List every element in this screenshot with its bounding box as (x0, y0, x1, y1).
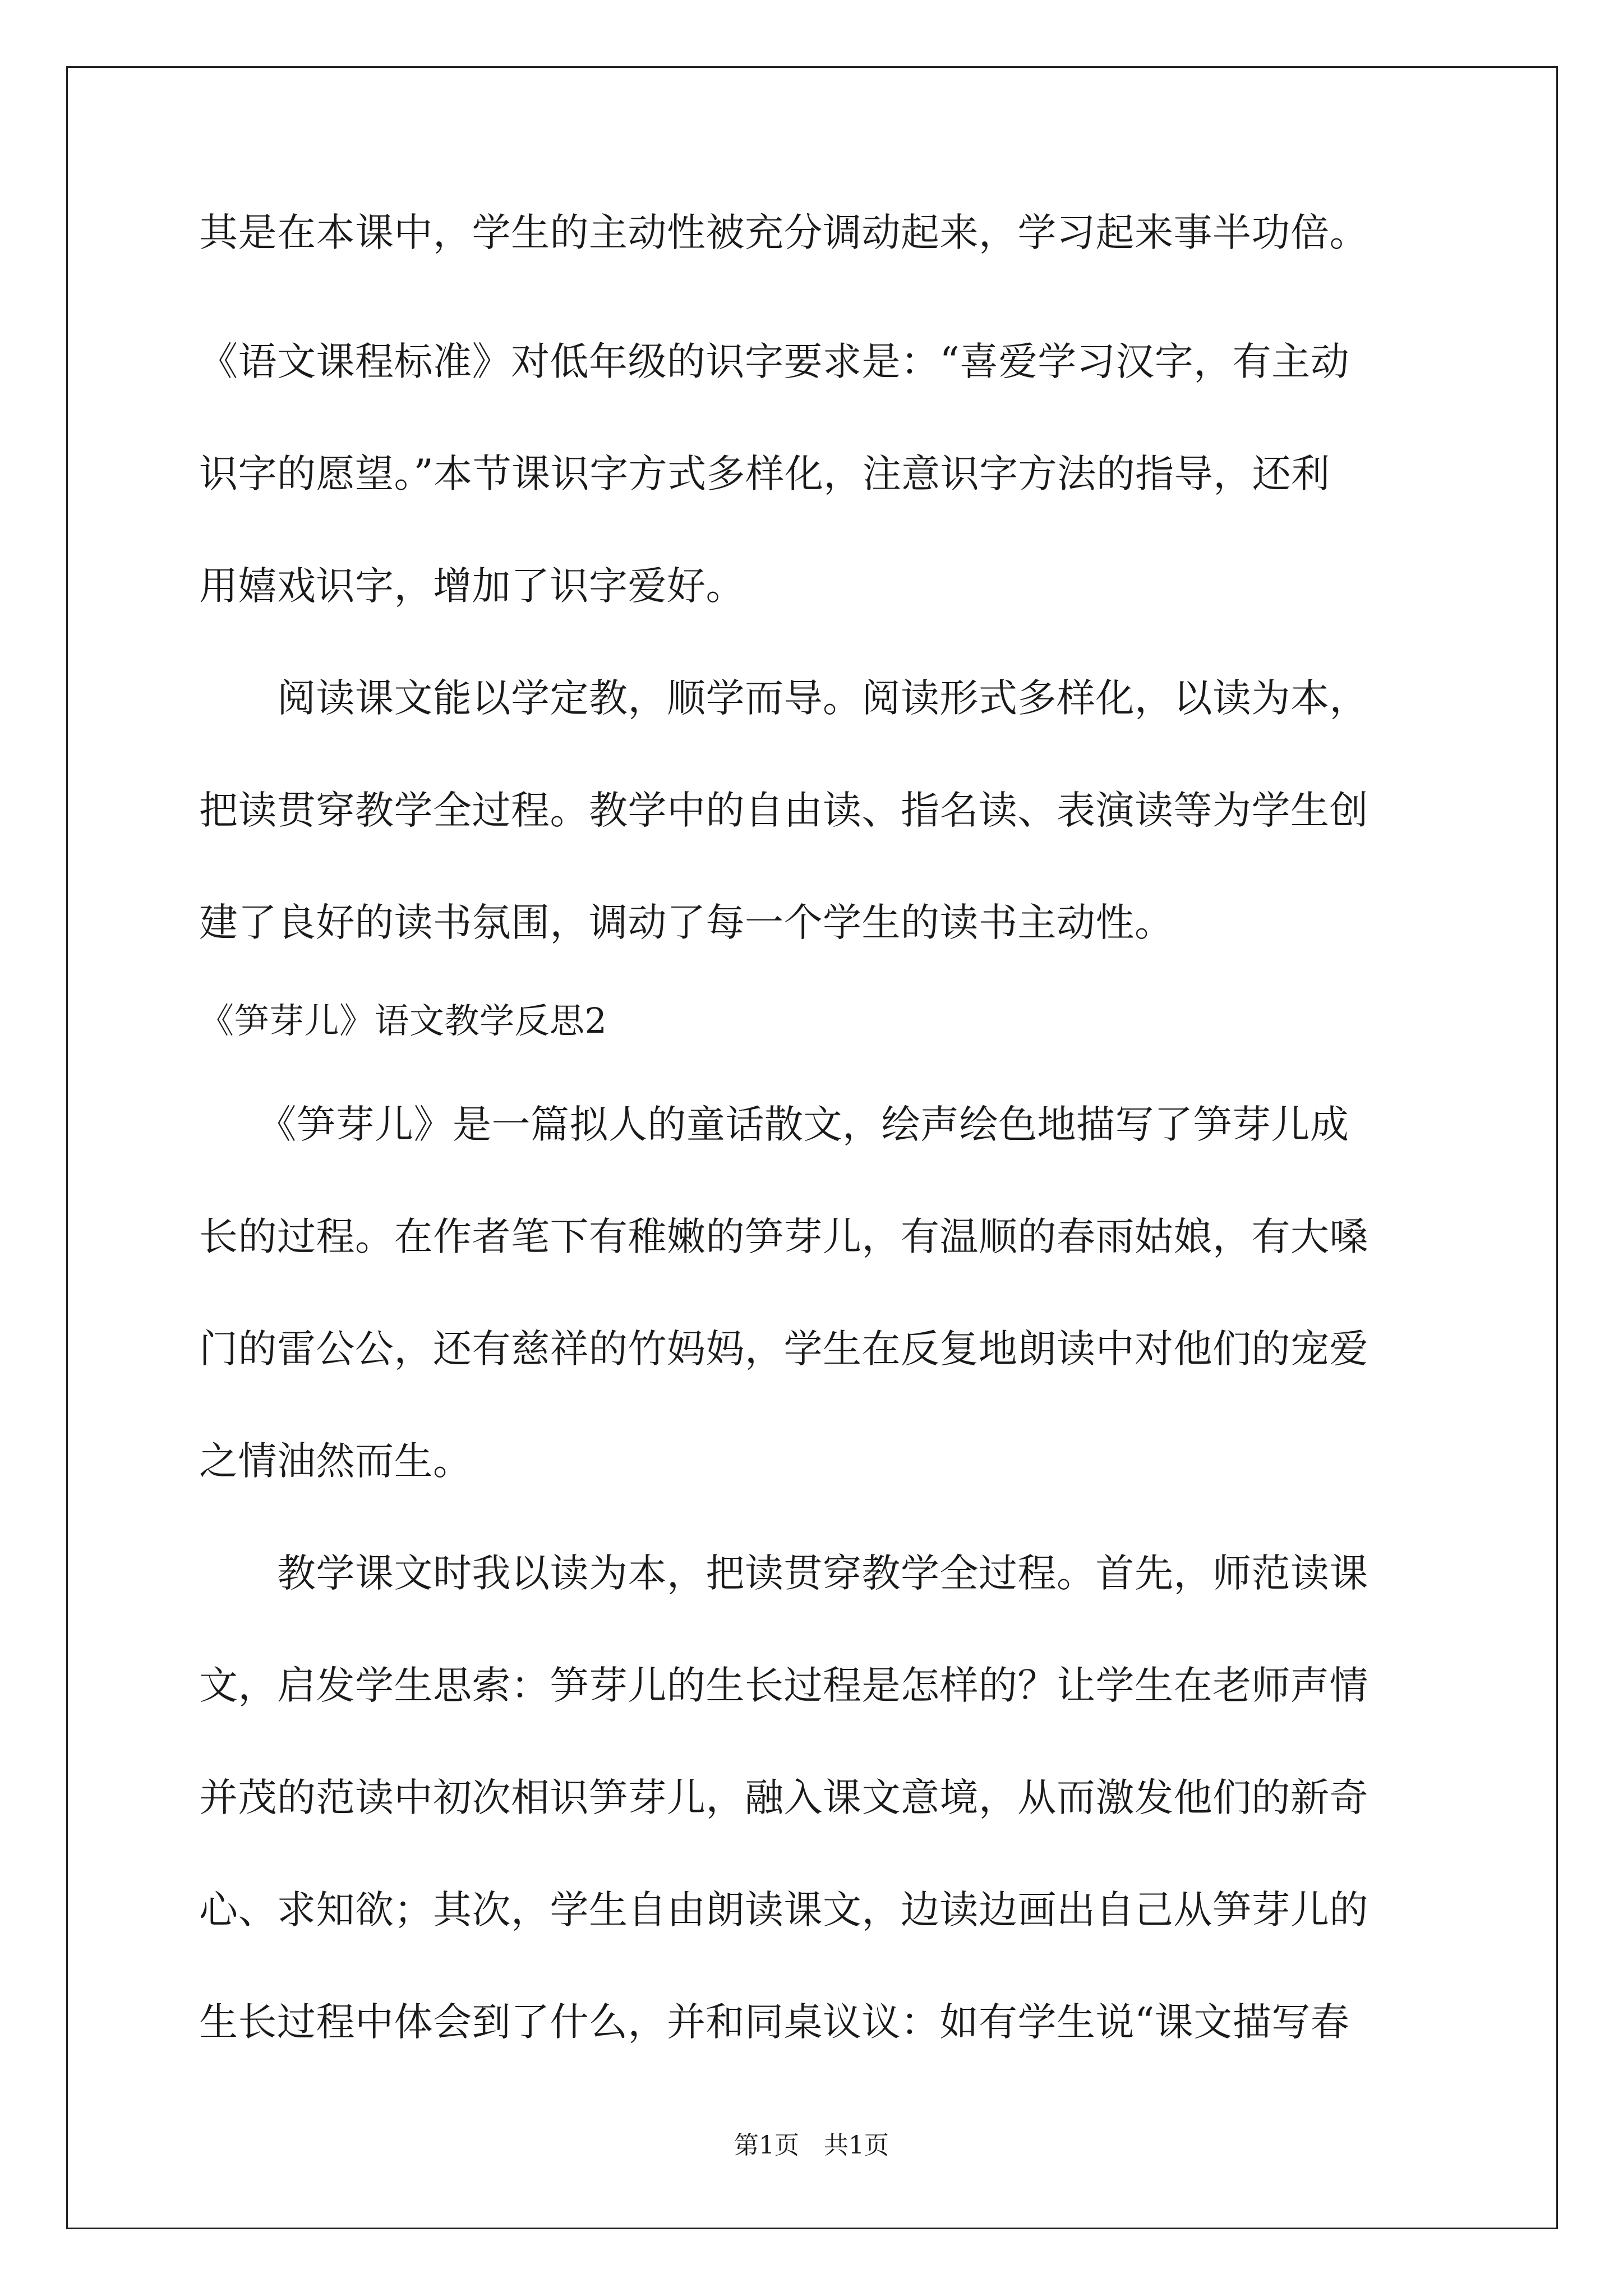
text-line: 把读贯穿教学全过程。教学中的自由读、指名读、表演读等为学生创 (199, 788, 1368, 833)
text-line: 长的过程。在作者笔下有稚嫩的笋芽儿，有温顺的春雨姑娘，有大嗓 (199, 1214, 1368, 1259)
text-line: 《笋芽儿》是一篇拟人的童话散文，绘声绘色地描写了笋芽儿成 (199, 1102, 1349, 1147)
text-line: 生长过程中体会到了什么，并和同桌议议：如有学生说“课文描写春 (199, 2000, 1350, 2045)
page-footer: 第1页 共1页 (734, 2131, 889, 2160)
text-line: 门的雷公公，还有慈祥的竹妈妈，学生在反复地朗读中对他们的宠爱 (199, 1327, 1368, 1372)
section-heading: 《笋芽儿》语文教学反思2 (199, 1000, 607, 1041)
text-line: 识字的愿望。”本节课识字方式多样化，注意识字方法的指导，还利 (199, 452, 1330, 496)
text-line: 心、求知欲；其次，学生自由朗读课文，边读边画出自己从笋芽儿的 (199, 1888, 1368, 1932)
text-line: 阅读课文能以学定教，顺学而导。阅读形式多样化，以读为本， (199, 676, 1368, 721)
text-line: 《语文课程标准》对低年级的识字要求是：“喜爱学习汉字，有主动 (199, 339, 1350, 384)
text-line: 建了良好的读书氛围，调动了每一个学生的读书主动性。 (199, 900, 1174, 945)
text-line: 其是在本课中，学生的主动性被充分调动起来，学习起来事半功倍。 (199, 210, 1368, 255)
text-line: 文，启发学生思索：笋芽儿的生长过程是怎样的？让学生在老师声情 (199, 1663, 1368, 1708)
text-line: 教学课文时我以读为本，把读贯穿教学全过程。首先，师范读课 (199, 1551, 1368, 1596)
text-line: 并茂的范读中初次相识笋芽儿，融入课文意境，从而激发他们的新奇 (199, 1775, 1368, 1820)
text-line: 之情油然而生。 (199, 1439, 472, 1484)
text-line: 用嬉戏识字，增加了识字爱好。 (199, 564, 745, 609)
